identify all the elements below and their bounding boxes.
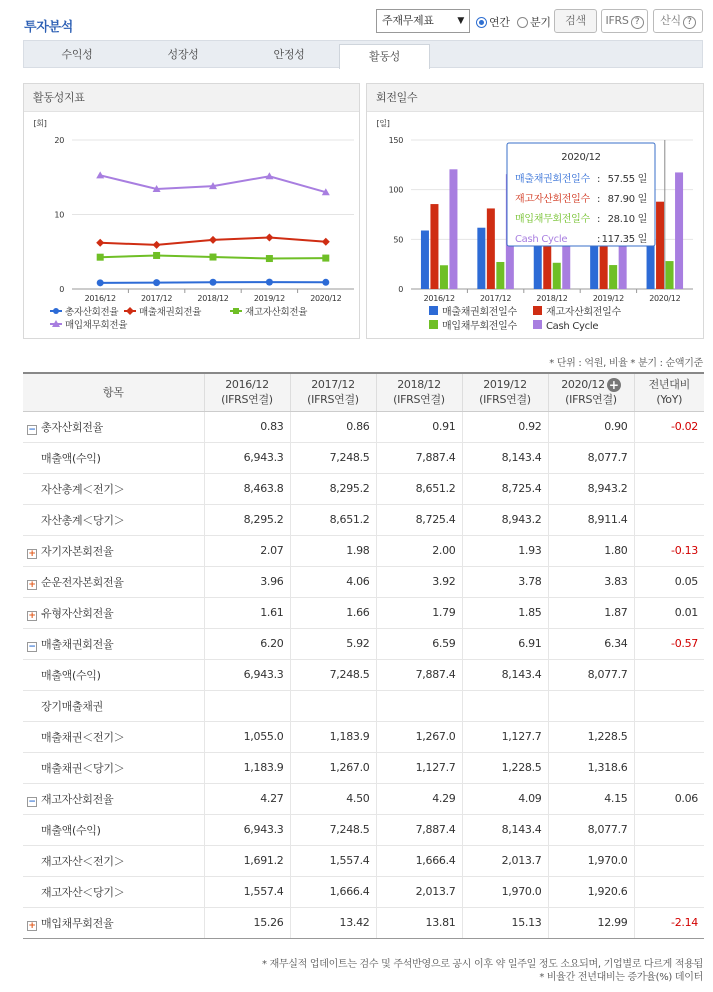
yoy-cell: -0.02 [634, 411, 704, 442]
row-label [23, 504, 204, 535]
yoy-cell [634, 721, 704, 752]
table-cell: 4.29 [376, 783, 462, 814]
table-cell: 8,463.8 [204, 473, 290, 504]
row-label-text: 매출액(수익) [41, 668, 101, 682]
table-cell: 8,943.2 [548, 473, 634, 504]
yoy-cell: 0.06 [634, 783, 704, 814]
y-tick-label: 150 [388, 136, 403, 145]
tooltip-sep: : [597, 214, 601, 225]
y-tick-label: 100 [388, 185, 403, 195]
data-point [153, 252, 160, 259]
tooltip-sep: : [597, 194, 601, 205]
table-cell: 4.50 [290, 783, 376, 814]
row-label-text: 순운전자본회전율 [41, 575, 124, 589]
formula-label: 산식 [660, 14, 681, 27]
radio-on-icon [476, 17, 487, 28]
table-cell: 1.79 [376, 597, 462, 628]
row-label [23, 442, 204, 473]
bar [421, 230, 429, 289]
row-label [23, 845, 204, 876]
bar [487, 208, 495, 289]
footnote-1: * 재무실적 업데이트는 검수 및 주석반영으로 공시 이후 약 일주일 정도 소요되며, 기업별로 다르게 적용됨 [261, 959, 703, 970]
legend-swatch [533, 306, 542, 315]
table-row [23, 628, 704, 659]
row-label [23, 628, 204, 659]
table-cell [462, 690, 548, 721]
bar [553, 263, 561, 289]
table-cell: 8,143.4 [462, 442, 548, 473]
table-row [23, 659, 704, 690]
y-tick-label: 50 [393, 235, 403, 245]
select-value: 주재무제표 [382, 14, 434, 27]
table-row [23, 752, 704, 783]
table-cell: 6.34 [548, 628, 634, 659]
column-header [23, 373, 204, 411]
header-line: 2020/12 [561, 378, 605, 392]
header-line: (IFRS연결) [479, 393, 531, 407]
row-label-text: 자기자본회전율 [41, 544, 114, 558]
header-line: 2016/12 [225, 378, 269, 392]
table-cell: 2.00 [376, 535, 462, 566]
y-tick-label: 0 [59, 285, 64, 294]
tooltip-label: 매입채무회전일수 [515, 214, 590, 225]
tab-profitability[interactable]: 수익성 [61, 48, 93, 61]
row-label-text: 매출채권＜당기＞ [41, 761, 125, 775]
table-row [23, 876, 704, 907]
header-line: 항목 [102, 385, 124, 399]
expand-icon[interactable]: + [28, 579, 36, 590]
table-cell: 8,077.7 [548, 814, 634, 845]
table-cell: 1,267.0 [376, 721, 462, 752]
panel-title: 회전일수 [367, 84, 703, 112]
data-point [266, 255, 273, 262]
table-cell: 3.92 [376, 566, 462, 597]
table-cell: 8,725.4 [376, 504, 462, 535]
x-tick-label: 2018/12 [536, 294, 568, 303]
tab-stability[interactable]: 안정성 [273, 48, 305, 61]
tab-bar [23, 40, 703, 68]
row-label [23, 535, 204, 566]
table-cell: 6,943.3 [204, 659, 290, 690]
table-cell: 1,920.6 [548, 876, 634, 907]
y-tick-label: 0 [398, 285, 403, 294]
column-header [376, 373, 462, 411]
search-button[interactable]: 검색 [554, 9, 597, 33]
table-cell: 15.13 [462, 907, 548, 938]
table-cell: 1,666.4 [290, 876, 376, 907]
header-line: (IFRS연결) [221, 393, 273, 407]
table-cell: 1,318.6 [548, 752, 634, 783]
tooltip-value: 117.35 일 [601, 234, 647, 245]
legend-label: 재고자산회전율 [245, 307, 308, 318]
radio-quarter-label: 분기 [530, 16, 551, 29]
table-cell: 1,127.7 [462, 721, 548, 752]
table-cell: 0.83 [204, 411, 290, 442]
table-cell: 12.99 [548, 907, 634, 938]
bar-chart [367, 112, 705, 340]
table-cell: 7,248.5 [290, 814, 376, 845]
tab-growth[interactable]: 성장성 [167, 48, 199, 61]
row-label-text: 매출액(수익) [41, 823, 101, 837]
table-row [23, 845, 704, 876]
header-line: (IFRS연결) [307, 393, 359, 407]
table-cell: 8,295.2 [290, 473, 376, 504]
yoy-cell: -2.14 [634, 907, 704, 938]
table-cell: 1.80 [548, 535, 634, 566]
ifrs-button[interactable] [601, 9, 648, 33]
table-cell: 2,013.7 [462, 845, 548, 876]
x-tick-label: 2018/12 [197, 294, 229, 303]
table-cell: 6.91 [462, 628, 548, 659]
table-cell: 2.07 [204, 535, 290, 566]
x-tick-label: 2019/12 [253, 294, 285, 303]
data-point [96, 171, 104, 178]
table-row [23, 566, 704, 597]
legend-swatch [533, 320, 542, 329]
yoy-cell [634, 690, 704, 721]
tooltip-label: 재고자산회전일수 [515, 194, 590, 205]
table-cell: 6,943.3 [204, 814, 290, 845]
row-label [23, 659, 204, 690]
table-cell: 5.92 [290, 628, 376, 659]
yoy-cell [634, 473, 704, 504]
table-cell: 1,183.9 [204, 752, 290, 783]
tooltip-sep: : [597, 174, 601, 185]
data-point [266, 279, 273, 286]
column-header [548, 373, 634, 411]
row-label [23, 721, 204, 752]
table-cell: 1.98 [290, 535, 376, 566]
y-tick-label: 20 [54, 136, 64, 145]
row-label [23, 907, 204, 938]
table-cell: 4.09 [462, 783, 548, 814]
table-cell: 4.15 [548, 783, 634, 814]
table-cell: 7,887.4 [376, 814, 462, 845]
x-tick-label: 2016/12 [423, 294, 455, 303]
legend-label: 재고자산회전일수 [546, 307, 621, 318]
bar [675, 172, 683, 289]
table-cell: 1,127.7 [376, 752, 462, 783]
column-header [462, 373, 548, 411]
expand-icon[interactable]: + [28, 610, 36, 621]
activity-ratio-panel [23, 83, 360, 339]
ifrs-label: IFRS [605, 14, 629, 27]
table-cell: 8,651.2 [290, 504, 376, 535]
row-label-text: 자산총계＜당기＞ [41, 513, 125, 527]
table-cell: 6,943.3 [204, 442, 290, 473]
row-label [23, 814, 204, 845]
row-label-text: 재고자산＜당기＞ [41, 885, 125, 899]
add-column-icon[interactable]: + [607, 378, 621, 392]
tooltip-value: 87.90 일 [607, 194, 647, 205]
yoy-cell: -0.57 [634, 628, 704, 659]
table-row [23, 814, 704, 845]
table-row [23, 535, 704, 566]
data-point [153, 279, 160, 286]
data-point [97, 254, 104, 261]
bar [449, 169, 457, 289]
table-cell [204, 690, 290, 721]
table-cell: 1,970.0 [462, 876, 548, 907]
tooltip-title: 2020/12 [561, 152, 601, 163]
table-cell: 1,557.4 [290, 845, 376, 876]
chart-tooltip [507, 143, 655, 246]
row-label-text: 재고자산회전율 [41, 792, 114, 806]
legend-label: 총자산회전율 [65, 307, 119, 318]
x-tick-label: 2016/12 [84, 294, 116, 303]
chevron-down-icon: ▼ [457, 16, 464, 26]
header-line: 전년대비 [648, 378, 690, 392]
x-tick-label: 2019/12 [592, 294, 624, 303]
bar [477, 228, 485, 289]
help-icon: ? [683, 16, 696, 29]
row-label-text: 자산총계＜전기＞ [41, 482, 125, 496]
statement-select[interactable] [376, 9, 470, 33]
yoy-cell [634, 752, 704, 783]
bar [609, 265, 617, 289]
table-row [23, 690, 704, 721]
bar [440, 265, 448, 289]
help-icon: ? [631, 16, 644, 29]
table-cell: 8,077.7 [548, 442, 634, 473]
table-cell: 6.59 [376, 628, 462, 659]
table-cell [548, 690, 634, 721]
table-cell: 3.96 [204, 566, 290, 597]
table-cell: 1,228.5 [462, 752, 548, 783]
data-point [322, 279, 329, 286]
table-cell: 13.81 [376, 907, 462, 938]
column-header [204, 373, 290, 411]
table-cell: 3.83 [548, 566, 634, 597]
legend-label: 매입채무회전일수 [442, 321, 517, 332]
turnover-days-panel [366, 83, 704, 339]
yoy-cell [634, 442, 704, 473]
header-line: (IFRS연결) [393, 393, 445, 407]
yoy-cell [634, 659, 704, 690]
table-cell: 8,943.2 [462, 504, 548, 535]
table-row [23, 783, 704, 814]
table-cell: 1,055.0 [204, 721, 290, 752]
table-cell: 8,143.4 [462, 814, 548, 845]
table-row [23, 597, 704, 628]
data-point [322, 238, 330, 246]
radio-annual[interactable] [476, 14, 510, 30]
row-label-text: 매출액(수익) [41, 451, 101, 465]
bar [666, 261, 674, 289]
row-label-text: 유형자산회전율 [41, 606, 114, 620]
table-cell: 4.06 [290, 566, 376, 597]
header-line: (IFRS연결) [565, 393, 617, 407]
legend-label: Cash Cycle [546, 321, 599, 332]
table-row [23, 504, 704, 535]
radio-off-icon [517, 17, 528, 28]
bar [656, 202, 664, 289]
table-cell [376, 690, 462, 721]
table-cell: 15.26 [204, 907, 290, 938]
legend-marker [233, 308, 239, 314]
expand-icon[interactable]: + [28, 548, 36, 559]
tooltip-value: 57.55 일 [607, 174, 647, 185]
table-cell: 1,183.9 [290, 721, 376, 752]
table-cell: 0.92 [462, 411, 548, 442]
table-cell: 8,143.4 [462, 659, 548, 690]
table-cell: 8,911.4 [548, 504, 634, 535]
row-label-text: 재고자산＜전기＞ [41, 854, 125, 868]
table-cell: 8,651.2 [376, 473, 462, 504]
collapse-icon[interactable]: − [28, 641, 36, 652]
expand-icon[interactable]: + [28, 920, 36, 931]
table-cell: 8,077.7 [548, 659, 634, 690]
table-cell: 1.93 [462, 535, 548, 566]
data-point [96, 239, 104, 247]
table-row [23, 442, 704, 473]
header-line: 2019/12 [483, 378, 527, 392]
tab-activity[interactable]: 활동성 [339, 44, 430, 69]
table-cell: 4.27 [204, 783, 290, 814]
row-label [23, 752, 204, 783]
table-row [23, 411, 704, 442]
table-cell: 7,248.5 [290, 442, 376, 473]
tooltip-value: 28.10 일 [607, 214, 647, 225]
legend-swatch [429, 306, 438, 315]
radio-quarter[interactable] [517, 14, 551, 30]
table-cell: 1.85 [462, 597, 548, 628]
column-header [634, 373, 704, 411]
row-label [23, 783, 204, 814]
data-point [210, 254, 217, 261]
yoy-cell [634, 504, 704, 535]
yoy-cell: 0.05 [634, 566, 704, 597]
table-cell: 0.86 [290, 411, 376, 442]
panel-title: 활동성지표 [24, 84, 359, 112]
table-cell: 7,248.5 [290, 659, 376, 690]
header-line: 2018/12 [397, 378, 441, 392]
x-tick-label: 2017/12 [141, 294, 173, 303]
yoy-cell: -0.13 [634, 535, 704, 566]
column-header [290, 373, 376, 411]
legend-label: 매출채권회전일수 [442, 307, 517, 318]
table-cell: 1,557.4 [204, 876, 290, 907]
collapse-icon[interactable]: − [28, 424, 36, 435]
unit-note: * 단위 : 억원, 비율 * 분기 : 순액기준 [549, 358, 703, 369]
table-cell: 13.42 [290, 907, 376, 938]
tooltip-sep: : [597, 234, 601, 245]
table-cell: 1,970.0 [548, 845, 634, 876]
legend-swatch [429, 320, 438, 329]
table-cell: 1.61 [204, 597, 290, 628]
table-cell: 1,228.5 [548, 721, 634, 752]
data-point [210, 279, 217, 286]
header-line: (YoY) [656, 393, 683, 407]
row-label-text: 매입채무회전율 [41, 916, 114, 930]
yoy-cell: 0.01 [634, 597, 704, 628]
x-tick-label: 2020/12 [649, 294, 681, 303]
table-cell: 1.87 [548, 597, 634, 628]
table-row [23, 473, 704, 504]
collapse-icon[interactable]: − [28, 796, 36, 807]
table-cell: 7,887.4 [376, 659, 462, 690]
row-label [23, 597, 204, 628]
legend-label: 매출채권회전율 [139, 307, 202, 318]
table-cell: 3.78 [462, 566, 548, 597]
data-point [153, 241, 161, 249]
row-label-text: 매출채권회전율 [41, 637, 114, 651]
row-label-text: 매출채권＜전기＞ [41, 730, 125, 744]
table-cell: 1,691.2 [204, 845, 290, 876]
y-tick-label: 10 [54, 210, 64, 220]
row-label [23, 876, 204, 907]
header-line: 2017/12 [311, 378, 355, 392]
table-cell [290, 690, 376, 721]
row-label-text: 장기매출채권 [41, 699, 103, 713]
table-cell: 7,887.4 [376, 442, 462, 473]
yoy-cell [634, 876, 704, 907]
bar [430, 204, 438, 289]
table-cell: 8,295.2 [204, 504, 290, 535]
data-point [322, 255, 329, 262]
table-cell: 2,013.7 [376, 876, 462, 907]
row-label [23, 690, 204, 721]
table-cell: 6.20 [204, 628, 290, 659]
table-cell: 1.66 [290, 597, 376, 628]
tooltip-label: 매출채권회전일수 [515, 174, 590, 185]
data-point [265, 234, 273, 242]
row-label-text: 총자산회전율 [41, 420, 103, 434]
bar [496, 262, 504, 289]
line-chart [24, 112, 361, 340]
tooltip-label: Cash Cycle [515, 234, 568, 245]
page-title: 투자분석 [24, 20, 74, 35]
table-cell: 1,267.0 [290, 752, 376, 783]
y-axis-label: [회] [33, 119, 47, 128]
footnote-2: * 비율간 전년대비는 증가율(%) 데이터 [539, 972, 703, 983]
yoy-cell [634, 845, 704, 876]
legend-marker [126, 307, 134, 315]
x-tick-label: 2017/12 [480, 294, 512, 303]
table-cell: 8,725.4 [462, 473, 548, 504]
yoy-cell [634, 814, 704, 845]
formula-button[interactable] [653, 9, 703, 33]
y-axis-label: [일] [376, 119, 390, 128]
activity-table [23, 372, 704, 939]
legend-marker [53, 308, 59, 314]
row-label [23, 411, 204, 442]
legend-label: 매입채무회전율 [65, 320, 128, 331]
row-label [23, 566, 204, 597]
table-cell: 1,666.4 [376, 845, 462, 876]
x-tick-label: 2020/12 [310, 294, 342, 303]
row-label [23, 473, 204, 504]
data-point [209, 236, 217, 244]
table-row [23, 721, 704, 752]
table-cell: 0.91 [376, 411, 462, 442]
table-row [23, 907, 704, 938]
table-cell: 0.90 [548, 411, 634, 442]
radio-annual-label: 연간 [489, 16, 510, 29]
data-point [97, 279, 104, 286]
